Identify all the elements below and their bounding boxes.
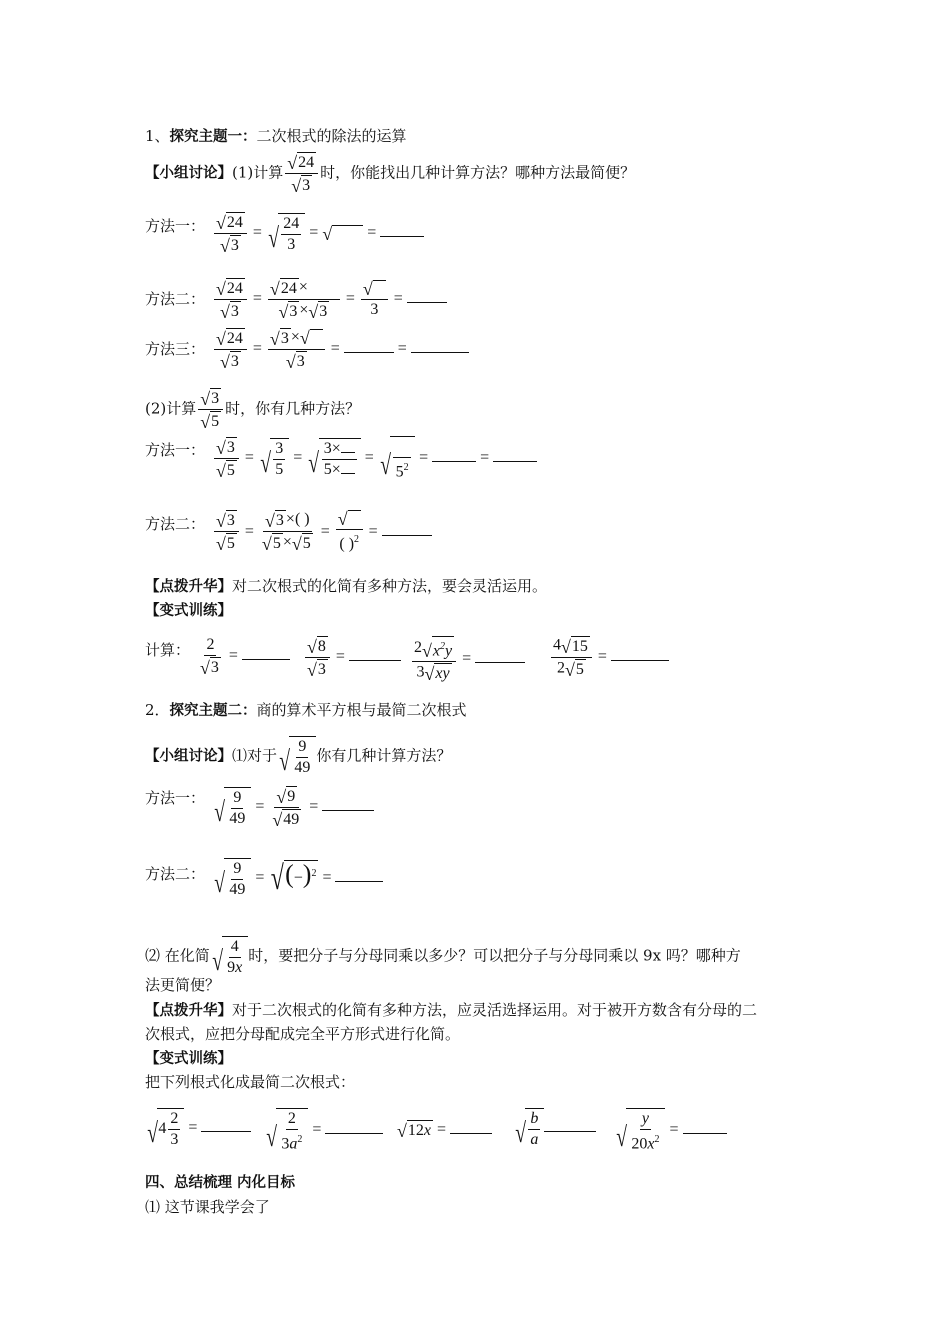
s2-drill-expr4: √ $\frac{b}{a}$ — [513, 1108, 596, 1149]
num: 5 — [272, 535, 281, 553]
exponent: 2 — [654, 1134, 660, 1145]
equals: = — [368, 522, 378, 540]
calc-label: 计算： — [145, 641, 191, 659]
paren: ) — [348, 535, 355, 553]
num: 12 — [407, 1122, 424, 1139]
s1-calc — [145, 640, 190, 660]
q2-suffix: 时，你有几种方法？ — [225, 399, 361, 418]
tip-text: 次根式，应把分母配成完全平方形式进行化简。 — [145, 1025, 461, 1043]
exponent: 2 — [297, 1134, 303, 1145]
num: 9 — [287, 788, 296, 805]
answer-blank[interactable] — [493, 449, 537, 462]
num: 5 — [302, 535, 311, 553]
num: 5 — [323, 461, 332, 479]
equals: = — [252, 224, 262, 242]
s2-method2-expr: √ $\frac{9}{49}$ = √ $(-)^2$ = — [212, 858, 383, 899]
num: 3 — [230, 237, 239, 254]
s1-method1 — [145, 216, 205, 236]
num: 3 — [230, 353, 239, 370]
answer-blank[interactable] — [335, 869, 383, 882]
q2-line2: 法更简便？ — [145, 976, 221, 994]
equals: = — [255, 798, 265, 816]
var: y — [640, 1110, 651, 1130]
var: x — [647, 1135, 655, 1153]
s1-q1 — [145, 152, 635, 195]
s1-q2-method1 — [145, 440, 205, 460]
num: 3 — [317, 661, 326, 678]
num: 3 — [296, 353, 305, 370]
times: × — [331, 440, 341, 458]
s2-method2 — [145, 864, 205, 884]
equals: = — [480, 449, 490, 467]
tip-label: 【点拨升华】 — [145, 1003, 232, 1019]
fraction-sqrt3-sqrt5: √ 3 √ 5 — [198, 388, 223, 431]
num: 3 — [226, 512, 235, 530]
q1-prefix: (1)计算 — [232, 163, 284, 182]
tip-text: 对二次根式的化简有多种方法，要会灵活运用。 — [232, 577, 548, 595]
s2-q2-line2 — [145, 975, 220, 995]
times: × — [331, 461, 341, 479]
q1-suffix: 你有几种计算方法？ — [316, 746, 452, 765]
num: 3 — [370, 301, 379, 319]
s1-q2-method1-expr: √ 3 √ 5 = √ $\frac{3}{5}$ = √ $\frac{3\times}{5\times}$ = √ $5^2$ = = — [212, 436, 537, 481]
method-label: 方法二： — [145, 515, 206, 533]
answer-blank[interactable] — [475, 650, 525, 663]
s2-drill-expr5: √ $\frac{y}{20x^2}$ = — [614, 1108, 727, 1153]
heading-bold: 探究主题一： — [169, 129, 257, 145]
answer-blank[interactable] — [242, 647, 290, 660]
drill-text: 把下列根式化成最简二次根式： — [145, 1073, 356, 1091]
sqrt-9-49: √ $\frac{9}{49}$ — [277, 736, 316, 777]
exponent: 2 — [403, 462, 409, 473]
num: 5 — [226, 462, 235, 480]
num: 49 — [229, 881, 246, 898]
num: 3 — [210, 659, 219, 676]
equals: = — [364, 449, 374, 467]
s1-tip — [145, 576, 547, 597]
equals: = — [437, 1120, 447, 1138]
answer-blank[interactable] — [349, 648, 401, 661]
num: 9 — [227, 959, 236, 976]
method-label: 方法二： — [145, 865, 206, 883]
group-label: 【小组讨论】 — [145, 165, 232, 182]
s1-method2 — [145, 289, 205, 309]
num: 9 — [231, 789, 243, 809]
num: 24 — [226, 214, 243, 231]
s2-q2 — [145, 936, 741, 977]
num: 15 — [571, 638, 588, 655]
exponent: 2 — [440, 641, 445, 652]
paren: ( — [294, 511, 301, 528]
answer-blank[interactable] — [683, 1121, 727, 1134]
equals: = — [309, 224, 319, 242]
answer-blank[interactable] — [432, 449, 476, 462]
equals: = — [244, 522, 254, 540]
method-label: 方法一： — [145, 789, 206, 807]
exponent: 2 — [354, 534, 360, 546]
num: 4 — [553, 636, 561, 654]
times: × — [290, 328, 300, 346]
section2-heading — [145, 700, 467, 721]
equals: = — [312, 1121, 322, 1139]
exponent: 2 — [311, 867, 317, 879]
s2-method1 — [145, 788, 205, 808]
answer-blank[interactable] — [380, 224, 424, 237]
heading-number: 2． — [145, 701, 170, 719]
times: × — [285, 511, 295, 528]
method-label: 方法三： — [145, 340, 206, 358]
q2-prefix: ⑵ 在化简 — [145, 946, 210, 965]
equals: = — [419, 449, 429, 467]
method-label: 方法一： — [145, 441, 206, 459]
num: 3 — [302, 177, 311, 194]
sqrt-4-9x: √ $\frac{4}{9x}$ — [210, 936, 248, 977]
var: b — [528, 1110, 540, 1130]
equals: = — [669, 1121, 679, 1139]
s1-q2 — [145, 388, 360, 431]
s2-drill-text — [145, 1072, 355, 1092]
num: 5 — [211, 413, 220, 430]
answer-blank[interactable] — [544, 1119, 596, 1132]
num: 3 — [170, 1131, 179, 1148]
section4-line1 — [145, 1197, 270, 1217]
s1-calc-expr4: 4 √ 15 2 √ 5 = — [549, 636, 669, 679]
heading-number: 1、 — [145, 127, 170, 145]
equals: = — [322, 869, 332, 887]
s1-calc-expr3: 2 √ $x^2y$ 3 √ xy = — [410, 636, 525, 683]
var: y — [445, 642, 453, 660]
answer-blank[interactable] — [325, 1121, 383, 1134]
s1-calc-expr2: √ 8 √ 3 = — [303, 636, 401, 679]
paren: ) — [304, 511, 310, 528]
num: 4 — [229, 938, 241, 958]
times: × — [282, 534, 292, 551]
section4-heading — [145, 1172, 295, 1193]
num: 3 — [323, 440, 332, 458]
s2-drill-expr3: √ 12x = — [397, 1120, 492, 1140]
answer-blank[interactable] — [450, 1121, 492, 1134]
num: 4 — [158, 1120, 167, 1138]
s2-method1-expr: √ $\frac{9}{49}$ = √ 9 √ 49 = — [212, 786, 374, 829]
heading-text: 二次根式的除法的运算 — [256, 127, 407, 145]
heading-bold: 四、总结梳理 内化目标 — [145, 1175, 296, 1191]
paren: ( — [339, 535, 345, 553]
num: 5 — [395, 463, 404, 481]
equals: = — [252, 340, 262, 358]
num: 3 — [211, 390, 220, 407]
s1-q2-method2-expr: √ 3 √ 5 = √ 3 ×( ) √ 5 × √ 5 = √ ( )$^2$ = — [212, 510, 432, 554]
equals: = — [293, 449, 303, 467]
var: x — [235, 959, 243, 976]
answer-blank[interactable] — [322, 798, 374, 811]
answer-blank[interactable] — [407, 290, 447, 303]
equals: = — [320, 522, 330, 540]
s1-method3-expr: √ 24 √ 3 = √ 3 × √ √ 3 = = — [212, 328, 469, 371]
equals: = — [335, 648, 345, 666]
s2-tip — [145, 1000, 757, 1021]
answer-blank[interactable] — [344, 340, 394, 353]
equals: = — [244, 449, 254, 467]
equals: = — [252, 290, 262, 308]
s1-drill — [145, 600, 232, 621]
num: 49 — [283, 811, 300, 828]
s1-method1-expr: √ 24 √ 3 = √ $\frac{24}{3}$ = √ = — [212, 212, 424, 255]
num: 5 — [275, 461, 284, 479]
num: 2 — [168, 1110, 180, 1130]
times: × — [299, 301, 309, 319]
num: 2 — [414, 638, 422, 656]
s2-q1 — [145, 736, 451, 777]
heading-bold: 探究主题二： — [169, 703, 257, 719]
num: 24 — [281, 215, 301, 235]
answer-blank[interactable] — [411, 340, 469, 353]
drill-label: 【变式训练】 — [145, 1051, 232, 1067]
paren: ( — [285, 858, 294, 888]
var: a — [530, 1131, 539, 1148]
s2-drill-expr2: √ $\frac{2}{3a^2}$ = — [264, 1108, 383, 1153]
paren: ) — [302, 858, 312, 888]
var: a — [289, 1135, 298, 1153]
minus: − — [293, 868, 303, 886]
num: 8 — [317, 638, 326, 655]
num: 9 — [231, 860, 243, 880]
s2-drill — [145, 1048, 232, 1069]
var: xy — [435, 665, 450, 683]
num: 2 — [286, 1110, 298, 1130]
answer-blank[interactable] — [382, 523, 432, 536]
equals: = — [228, 647, 238, 665]
num: 24 — [226, 330, 243, 347]
tip-text: 对于二次根式的化简有多种方法，应灵活选择运用。对于被开方数含有分母的二 — [232, 1001, 758, 1019]
num: 24 — [280, 280, 297, 297]
s1-calc-expr1: 2 √ 3 = — [196, 636, 290, 677]
q2-prefix: (2)计算 — [145, 399, 197, 418]
num: 24 — [298, 154, 315, 171]
num: 49 — [294, 759, 311, 776]
method-label: 方法二： — [145, 290, 206, 308]
equals: = — [309, 798, 319, 816]
num: 3 — [275, 512, 284, 530]
group-label: 【小组讨论】 — [145, 748, 232, 765]
equals: = — [345, 290, 355, 308]
answer-blank[interactable] — [611, 648, 669, 661]
num: 24 — [226, 280, 243, 297]
num: 3 — [319, 303, 328, 320]
heading-text: 商的算术平方根与最简二次根式 — [256, 701, 467, 719]
num: 3 — [230, 303, 239, 320]
equals: = — [330, 340, 340, 358]
num: 3 — [287, 236, 296, 253]
num: 3 — [273, 440, 285, 460]
equals: = — [462, 650, 472, 668]
num: 2 — [204, 636, 216, 656]
s2-drill-expr1: √ 4 $\frac{2}{3}$ = — [145, 1108, 251, 1149]
num: 3 — [281, 1135, 290, 1153]
drill-label: 【变式训练】 — [145, 603, 232, 619]
times: × — [298, 278, 308, 296]
q1-prefix: ⑴对于 — [232, 746, 278, 765]
num: 2 — [557, 659, 565, 677]
num: 3 — [289, 303, 298, 320]
s2-tip-line2 — [145, 1024, 460, 1044]
equals: = — [597, 648, 607, 666]
num: 5 — [226, 535, 235, 553]
q1-suffix: 时，你能找出几种计算方法？哪种方法最简便？ — [320, 163, 636, 182]
num: 49 — [229, 810, 246, 827]
section1-heading — [145, 126, 407, 147]
answer-blank[interactable] — [201, 1119, 251, 1132]
var: x — [432, 642, 440, 660]
num: 20 — [631, 1135, 648, 1153]
equals: = — [255, 869, 265, 887]
num: 5 — [575, 661, 584, 678]
equals: = — [397, 340, 407, 358]
s1-q2-method2 — [145, 514, 205, 534]
equals: = — [188, 1119, 198, 1137]
num: 3 — [226, 439, 235, 457]
equals: = — [367, 224, 377, 242]
q2-suffix: 时，要把分子与分母同乘以多少？可以把分子与分母同乘以 9x 吗？哪种方 — [248, 946, 741, 965]
var: x — [423, 1122, 431, 1139]
equals: = — [393, 290, 403, 308]
num: 3 — [416, 664, 425, 681]
method-label: 方法一： — [145, 217, 206, 235]
fraction-sqrt24-sqrt3: √ 24 √ 3 — [285, 152, 318, 195]
s1-method3 — [145, 339, 205, 359]
s1-method2-expr: √ 24 √ 3 = √ 24 × √ 3 × √ 3 = √ 3 = — [212, 278, 447, 321]
tip-label: 【点拨升华】 — [145, 579, 232, 595]
summary-line: ⑴ 这节课我学会了 — [145, 1198, 270, 1216]
num: 3 — [280, 330, 289, 347]
num: 9 — [296, 738, 308, 758]
